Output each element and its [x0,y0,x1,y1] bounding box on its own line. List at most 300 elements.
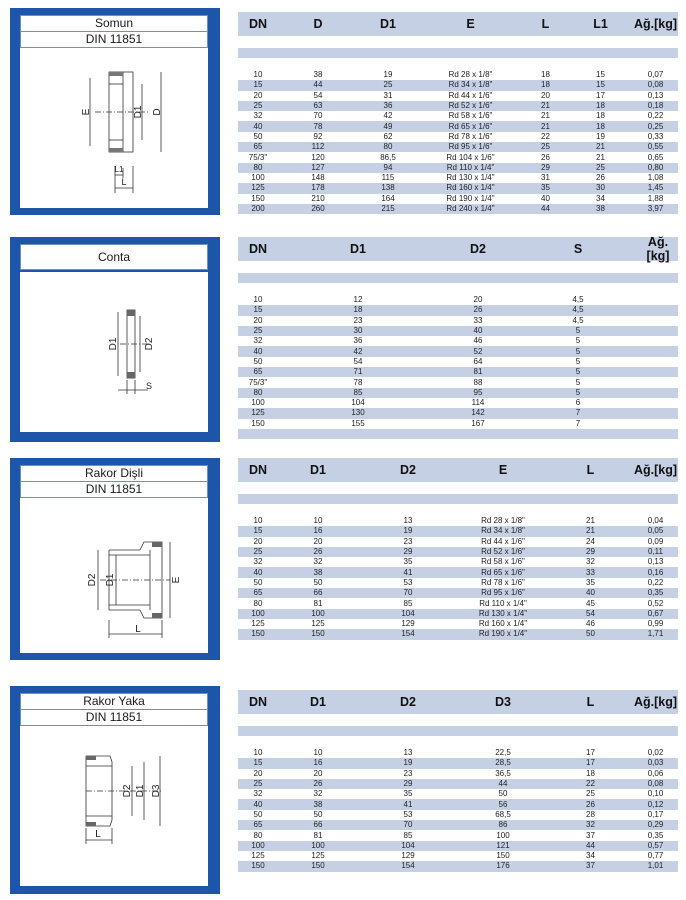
table-cell: 0,22 [647,577,664,587]
table-cell: 31 [383,90,393,100]
table-cell: 0,77 [647,851,664,861]
table-cell: 36 [353,336,363,346]
table-cell: 17 [586,758,595,768]
conta-label-d2: D2 [144,337,155,351]
table-row [238,419,678,429]
table-cell: 148 [311,173,325,183]
table-cell: 21 [586,516,595,526]
somun-col-dn: DN [248,17,268,31]
table-row [238,841,678,851]
table-cell: 21 [541,101,550,111]
table-cell: 100 [251,173,265,183]
table-cell: Rd 52 x 1/6" [481,547,525,557]
table-row [238,204,678,214]
rakor-disli-label-l: L [135,624,141,635]
table-cell: 25 [253,326,263,336]
table-cell: 10 [313,516,323,526]
table-cell: Rd 190 x 1/4" [478,629,528,639]
table-cell: 18 [596,121,605,131]
table-cell: 29 [403,779,413,789]
table-cell: 0,35 [647,830,664,840]
somun-panel [10,8,220,215]
table-cell: 21 [596,152,605,162]
table-cell: Rd 78 x 1/6" [481,577,525,587]
table-cell: 35 [403,557,413,567]
table-cell: 104 [401,840,415,850]
table-cell: 32 [586,557,595,567]
table-cell: Rd 110 x 1/4" [446,162,495,172]
table-cell: 46 [586,619,595,629]
somun-col-d1: D1 [380,17,396,31]
somun-col-weight: Ağ.[kg] [633,17,678,31]
table-cell: 25 [596,162,605,172]
table-cell: 42 [383,111,393,121]
table-row [238,398,678,408]
table-cell: 38 [313,799,323,809]
table-cell: 100 [251,840,265,850]
table-cell: 81 [313,830,323,840]
table-cell: 45 [586,598,595,608]
table-cell: 125 [311,619,325,629]
table-cell: 50 [313,577,323,587]
table-cell: 0,08 [647,779,664,789]
rakor-disli-panel [10,458,220,660]
table-cell: 115 [381,173,395,183]
table-row [238,537,678,547]
table-cell: 0,55 [647,142,664,152]
table-cell: 150 [251,861,265,871]
table-cell: 26 [596,173,605,183]
rakor-disli-drawing [20,498,208,653]
table-cell: 40 [253,567,263,577]
somun-title: Somun [94,16,134,30]
table-cell: 7 [575,418,581,428]
table-cell: 17 [586,748,595,758]
table-cell: 20 [473,295,483,305]
table-cell: 64 [473,356,483,366]
table-cell: 26 [586,799,595,809]
table-row [238,598,678,608]
rakor-yaka-table-header [238,690,678,714]
table-cell: 86 [498,820,508,830]
rakor-disli-label-e: E [171,576,182,584]
table-cell: 3,97 [647,204,664,213]
table-cell: 154 [401,629,415,639]
table-cell: 0,10 [647,789,664,799]
table-row [238,526,678,536]
table-cell: 0,05 [647,526,664,536]
table-cell: 114 [471,398,485,408]
table-row [238,609,678,619]
table-row [238,377,678,387]
table-cell: 0,17 [647,809,664,819]
table-cell: 65 [253,820,263,830]
rakor-yaka-label-d2: D2 [122,784,133,798]
table-cell: Rd 65 x 1/6" [448,121,493,131]
table-cell: 92 [313,131,323,141]
table-row [238,346,678,356]
somun-col-e: E [466,17,475,31]
table-cell: 125 [251,183,265,193]
somun-col-l1: L1 [593,17,608,31]
table-row [238,194,678,204]
rakor-disli-col-dn: DN [248,463,268,477]
rakor-disli-diagram [20,498,208,653]
table-cell: 50 [253,131,263,141]
rakor-yaka-col-d2: D2 [400,695,416,709]
table-cell: 35 [541,183,550,193]
table-row [238,629,678,639]
somun-header [20,15,208,48]
table-row [238,111,678,121]
table-cell: 4,5 [572,315,584,325]
table-row [238,70,678,80]
conta-col-d1: D1 [350,242,366,256]
table-cell: 15 [596,80,605,90]
rakor-disli-label-d1: D1 [105,573,116,587]
table-cell: 23 [403,536,413,546]
table-cell: 120 [311,152,325,162]
table-cell: Rd 28 x 1/8" [481,516,525,526]
table-cell: 25 [383,80,393,90]
table-cell: 78 [353,377,363,387]
conta-header [20,244,208,270]
somun-label-e: E [81,108,92,116]
somun-table-header [238,12,678,36]
table-row [238,336,678,346]
table-cell: 150 [311,861,325,871]
table-cell: 54 [353,356,363,366]
table-cell: 71 [353,367,363,377]
table-row [238,91,678,101]
somun-col-l: L [541,17,550,31]
table-row [238,152,678,162]
table-cell: 38 [596,204,605,213]
table-cell: 95 [473,387,483,397]
rakor-disli-table [238,458,678,640]
table-cell: 20 [253,536,263,546]
table-cell: 80 [383,142,393,152]
table-cell: 25 [586,789,595,799]
table-cell: 42 [353,346,363,356]
table-cell: 125 [311,851,325,861]
somun-label-d: D [152,108,163,116]
table-cell: 15 [253,305,263,315]
table-cell: 18 [541,80,550,90]
table-cell: 100 [251,608,265,618]
table-cell: 32 [586,820,595,830]
table-cell: 10 [253,70,263,80]
table-cell: Rd 130 x 1/4" [446,173,495,183]
table-cell: 18 [586,768,595,778]
table-cell: 0,80 [647,162,664,172]
table-cell: 20 [253,90,263,100]
table-row [238,557,678,567]
table-cell: 44 [498,779,508,789]
table-cell: 80 [253,598,263,608]
table-cell: 54 [313,90,323,100]
rakor-yaka-standard: DIN 11851 [21,709,207,725]
table-cell: 20 [541,90,550,100]
table-cell: Rd 95 x 1/6" [481,588,525,598]
table-cell: Rd 58 x 1/6" [481,557,525,567]
table-cell: 0,16 [647,567,664,577]
table-cell: 12 [353,295,363,305]
table-cell: 155 [351,418,365,428]
table-cell: 129 [401,619,415,629]
table-cell: 32 [253,111,263,121]
table-cell: 0,12 [647,799,664,809]
table-cell: 215 [381,204,395,213]
table-cell: 0,29 [647,820,664,830]
table-cell: 50 [253,809,263,819]
table-row [238,619,678,629]
table-cell: 94 [383,162,393,172]
table-cell: 37 [586,861,595,871]
table-cell: 0,33 [647,131,664,141]
table-cell: 1,45 [647,183,664,193]
table-row [238,861,678,871]
table-cell: 5 [575,356,581,366]
table-row [238,789,678,799]
table-cell: 65 [253,367,263,377]
table-cell: Rd 130 x 1/4" [478,608,528,618]
table-cell: 0,09 [647,536,664,546]
table-cell: 23 [403,768,413,778]
table-cell: 44 [541,204,550,213]
rakor-yaka-diagram [20,726,208,886]
table-cell: 28 [586,809,595,819]
table-cell: 29 [403,547,413,557]
table-cell: 15 [253,80,263,90]
table-cell: 210 [311,193,325,203]
table-cell: 70 [403,588,413,598]
rakor-yaka-drawing [20,726,208,886]
table-cell: 5 [575,377,581,387]
table-cell: 21 [541,121,550,131]
conta-table [238,237,678,439]
table-row [238,547,678,557]
table-cell: 5 [575,387,581,397]
rakor-yaka-col-dn: DN [248,695,268,709]
table-cell: 53 [403,809,413,819]
table-cell: 125 [251,408,265,418]
table-cell: 30 [596,183,605,193]
table-cell: 176 [496,861,510,871]
table-cell: 104 [351,398,365,408]
somun-standard: DIN 11851 [21,31,207,47]
table-cell: 25 [253,547,263,557]
table-cell: 88 [473,377,483,387]
table-cell: 65 [253,588,263,598]
table-cell: 0,02 [647,748,664,758]
table-cell: 100 [251,398,265,408]
table-cell: 80 [253,830,263,840]
table-cell: 31 [541,173,550,183]
table-cell: 4,5 [572,305,584,315]
table-cell: 52 [473,346,483,356]
table-cell: 33 [473,315,483,325]
table-cell: 154 [401,861,415,871]
table-cell: 50 [586,629,595,639]
table-cell: 100 [496,830,510,840]
table-cell: 10 [253,295,263,305]
table-cell: 130 [351,408,365,418]
table-cell: 85 [403,830,413,840]
table-cell: 121 [496,840,510,850]
table-cell: 0,11 [648,547,663,557]
rakor-disli-col-e: E [498,463,508,477]
table-cell: 70 [403,820,413,830]
rakor-disli-col-weight: Ağ.[kg] [633,463,678,477]
table-cell: 18 [541,70,550,80]
table-cell: 1,08 [647,173,664,183]
table-cell: 41 [403,567,413,577]
table-cell: 5 [575,367,581,377]
rakor-yaka-col-weight: Ağ.[kg] [633,695,678,709]
table-cell: 46 [473,336,483,346]
table-cell: 35 [403,789,413,799]
table-row [238,820,678,830]
table-cell: 1,88 [647,193,664,203]
table-cell: 0,06 [647,768,664,778]
table-cell: 36 [383,101,393,111]
table-cell: 10 [313,748,323,758]
rakor-yaka-table [238,690,678,872]
somun-table-body [238,70,678,214]
rakor-disli-col-d2: D2 [400,463,416,477]
rakor-disli-label-d2: D2 [87,573,98,587]
table-cell: 104 [401,608,415,618]
table-cell: 40 [586,588,595,598]
table-row [238,830,678,840]
somun-diagram [20,48,208,208]
table-cell: 200 [251,204,265,213]
table-cell: Rd 44 x 1/6" [448,90,493,100]
table-row [238,408,678,418]
table-cell: 142 [471,408,485,418]
table-cell: 138 [381,183,395,193]
table-cell: 75/3" [248,152,268,162]
table-cell: 35 [586,577,595,587]
table-cell: 50 [253,577,263,587]
rakor-yaka-title: Rakor Yaka [83,694,145,708]
table-cell: 129 [401,851,415,861]
table-cell: 0,67 [647,608,664,618]
table-cell: 1,71 [647,629,664,639]
table-cell: 36,5 [495,768,511,778]
table-row [238,121,678,131]
table-cell: 34 [586,851,595,861]
table-cell: 21 [586,526,595,536]
table-cell: 30 [353,326,363,336]
table-row [238,183,678,193]
table-row [238,769,678,779]
table-cell: 25 [541,142,550,152]
table-cell: 22,5 [495,748,511,758]
table-cell: 38 [313,567,323,577]
table-row [238,295,678,305]
table-cell: 65 [253,142,263,152]
table-row [238,326,678,336]
table-row [238,748,678,758]
table-cell: 40 [541,193,550,203]
table-cell: 112 [311,142,325,152]
table-cell: 41 [403,799,413,809]
table-cell: 127 [311,162,325,172]
table-cell: 85 [403,598,413,608]
rakor-yaka-col-d1: D1 [310,695,326,709]
table-cell: 100 [311,840,325,850]
table-cell: 40 [253,121,263,131]
table-cell: 24 [586,536,595,546]
table-cell: 150 [251,193,265,203]
table-cell: 37 [586,830,595,840]
table-cell: 78 [313,121,323,131]
table-cell: 53 [403,577,413,587]
rakor-yaka-table-body [238,748,678,872]
conta-col-dn: DN [248,242,268,256]
table-cell: Rd 34 x 1/8" [448,80,493,90]
table-cell: 0,65 [647,152,664,162]
table-cell: 32 [313,557,323,567]
table-cell: 32 [313,789,323,799]
table-cell: Rd 104 x 1/6" [446,152,495,162]
table-cell: 44 [313,80,323,90]
table-cell: 29 [586,547,595,557]
table-cell: 5 [575,326,581,336]
table-cell: 26 [313,779,323,789]
table-cell: 1,01 [647,861,664,871]
table-row [238,80,678,90]
table-row [238,588,678,598]
conta-title: Conta [97,250,131,264]
table-row [238,516,678,526]
table-cell: 20 [313,536,323,546]
table-row [238,758,678,768]
table-cell: Rd 52 x 1/6" [448,101,493,111]
table-cell: 0,99 [647,619,664,629]
table-cell: 0,22 [647,111,664,121]
table-cell: 17 [596,90,605,100]
table-cell: 150 [251,418,265,428]
table-cell: 20 [253,768,263,778]
rakor-yaka-panel [10,686,220,894]
table-cell: 26 [473,305,483,315]
table-cell: 22 [586,779,595,789]
table-cell: 19 [403,758,413,768]
rakor-disli-col-d1: D1 [310,463,326,477]
table-cell: 28,5 [495,758,511,768]
table-row [238,163,678,173]
table-row [238,388,678,398]
table-cell: 0,35 [647,588,664,598]
conta-panel [10,237,220,442]
table-cell: Rd 190 x 1/4" [446,193,495,203]
rakor-yaka-header [20,693,208,726]
conta-col-weight: Ağ.[kg] [646,235,670,263]
table-cell: 18 [596,111,605,121]
table-cell: 0,18 [647,101,664,111]
rakor-disli-standard: DIN 11851 [21,481,207,497]
table-cell: 33 [586,567,595,577]
table-cell: 25 [253,101,263,111]
table-cell: 5 [575,346,581,356]
somun-label-d1: D1 [133,105,144,119]
table-cell: 86,5 [380,152,396,162]
table-cell: 66 [313,820,323,830]
rakor-yaka-label-l: L [95,829,101,840]
